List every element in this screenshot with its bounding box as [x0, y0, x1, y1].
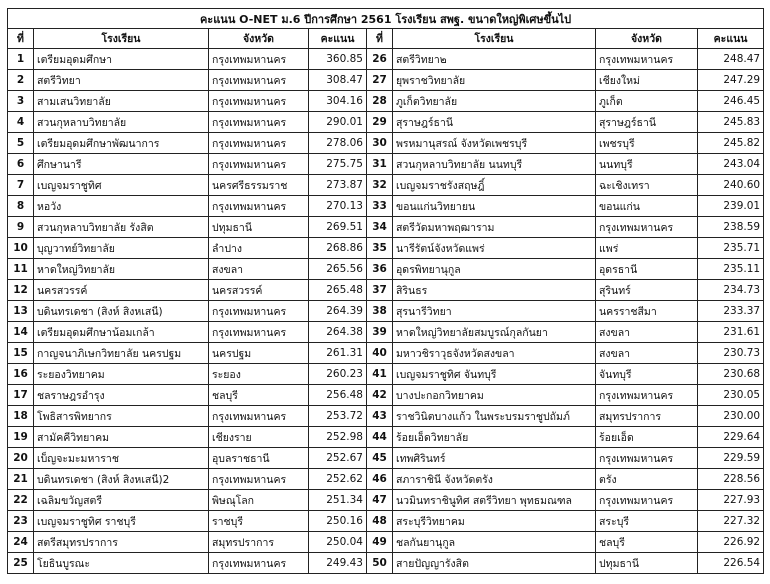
score-cell: 264.39 [309, 301, 367, 322]
province-cell: ปทุมธานี [596, 553, 698, 574]
school-cell: อุดรพิทยานุกูล [393, 259, 596, 280]
table-row [8, 469, 764, 490]
header-school: โรงเรียน [393, 29, 596, 49]
school-cell: เบ็ญจะมะมหาราช [34, 448, 209, 469]
school-cell: สิรินธร [393, 280, 596, 301]
school-cell: นารีรัตน์จังหวัดแพร่ [393, 238, 596, 259]
province-cell: สงขลา [596, 343, 698, 364]
rank-cell: 30 [367, 133, 393, 154]
score-cell: 249.43 [309, 553, 367, 574]
province-cell: ภูเก็ต [596, 91, 698, 112]
score-cell: 261.31 [309, 343, 367, 364]
score-cell: 264.38 [309, 322, 367, 343]
school-cell: เตรียมอุดมศึกษาน้อมเกล้า [34, 322, 209, 343]
score-cell: 226.92 [698, 532, 764, 553]
school-cell: กาญจนาภิเษกวิทยาลัย นครปฐม [34, 343, 209, 364]
score-cell: 269.51 [309, 217, 367, 238]
table-row [8, 70, 764, 91]
onet-ranking-sheet [7, 8, 763, 574]
score-cell: 243.04 [698, 154, 764, 175]
province-cell: ราชบุรี [209, 511, 309, 532]
table-row [8, 133, 764, 154]
rank-cell: 28 [367, 91, 393, 112]
score-cell: 275.75 [309, 154, 367, 175]
school-cell: บางปะกอกวิทยาคม [393, 385, 596, 406]
school-cell: เตรียมอุดมศึกษา [34, 49, 209, 70]
province-cell: ระยอง [209, 364, 309, 385]
province-cell: เพชรบุรี [596, 133, 698, 154]
school-cell: สามเสนวิทยาลัย [34, 91, 209, 112]
table-row [8, 154, 764, 175]
score-cell: 304.16 [309, 91, 367, 112]
ranking-table [7, 8, 764, 574]
table-body [8, 49, 764, 574]
province-cell: เชียงใหม่ [596, 70, 698, 91]
table-row [8, 301, 764, 322]
school-cell: โยธินบูรณะ [34, 553, 209, 574]
rank-cell: 18 [8, 406, 34, 427]
province-cell: ขอนแก่น [596, 196, 698, 217]
school-cell: สายปัญญารังสิต [393, 553, 596, 574]
rank-cell: 32 [367, 175, 393, 196]
header-score: คะแนน [309, 29, 367, 49]
table-row [8, 322, 764, 343]
school-cell: สตรีวิทยา๒ [393, 49, 596, 70]
province-cell: กรุงเทพมหานคร [209, 70, 309, 91]
rank-cell: 22 [8, 490, 34, 511]
province-cell: กรุงเทพมหานคร [596, 49, 698, 70]
province-cell: นนทบุรี [596, 154, 698, 175]
score-cell: 256.48 [309, 385, 367, 406]
rank-cell: 7 [8, 175, 34, 196]
province-cell: กรุงเทพมหานคร [596, 217, 698, 238]
score-cell: 234.73 [698, 280, 764, 301]
rank-cell: 48 [367, 511, 393, 532]
province-cell: กรุงเทพมหานคร [596, 385, 698, 406]
province-cell: อุดรธานี [596, 259, 698, 280]
score-cell: 248.47 [698, 49, 764, 70]
rank-cell: 33 [367, 196, 393, 217]
province-cell: ฉะเชิงเทรา [596, 175, 698, 196]
school-cell: สวนกุหลาบวิทยาลัย นนทบุรี [393, 154, 596, 175]
score-cell: 235.71 [698, 238, 764, 259]
province-cell: ชลบุรี [596, 532, 698, 553]
province-cell: จันทบุรี [596, 364, 698, 385]
school-cell: หอวัง [34, 196, 209, 217]
score-cell: 250.16 [309, 511, 367, 532]
score-cell: 231.61 [698, 322, 764, 343]
score-cell: 265.48 [309, 280, 367, 301]
table-row [8, 511, 764, 532]
score-cell: 240.60 [698, 175, 764, 196]
school-cell: สามัคคีวิทยาคม [34, 427, 209, 448]
province-cell: สุรินทร์ [596, 280, 698, 301]
rank-cell: 24 [8, 532, 34, 553]
province-cell: สงขลา [209, 259, 309, 280]
score-cell: 265.56 [309, 259, 367, 280]
school-cell: สวนกุหลาบวิทยาลัย รังสิต [34, 217, 209, 238]
score-cell: 252.67 [309, 448, 367, 469]
table-row [8, 490, 764, 511]
score-cell: 238.59 [698, 217, 764, 238]
score-cell: 251.34 [309, 490, 367, 511]
table-row [8, 532, 764, 553]
score-cell: 360.85 [309, 49, 367, 70]
school-cell: เตรียมอุดมศึกษาพัฒนาการ [34, 133, 209, 154]
rank-cell: 25 [8, 553, 34, 574]
rank-cell: 23 [8, 511, 34, 532]
rank-cell: 4 [8, 112, 34, 133]
province-cell: กรุงเทพมหานคร [209, 91, 309, 112]
rank-cell: 37 [367, 280, 393, 301]
province-cell: สงขลา [596, 322, 698, 343]
score-cell: 230.73 [698, 343, 764, 364]
rank-cell: 38 [367, 301, 393, 322]
score-cell: 229.64 [698, 427, 764, 448]
school-cell: เบญจมราชรังสฤษฎิ์ [393, 175, 596, 196]
school-cell: เทพศิรินทร์ [393, 448, 596, 469]
school-cell: นครสวรรค์ [34, 280, 209, 301]
rank-cell: 10 [8, 238, 34, 259]
rank-cell: 14 [8, 322, 34, 343]
score-cell: 270.13 [309, 196, 367, 217]
rank-cell: 47 [367, 490, 393, 511]
score-cell: 235.11 [698, 259, 764, 280]
rank-cell: 31 [367, 154, 393, 175]
school-cell: หาดใหญ่วิทยาลัยสมบูรณ์กุลกันยา [393, 322, 596, 343]
province-cell: กรุงเทพมหานคร [209, 469, 309, 490]
score-cell: 230.68 [698, 364, 764, 385]
score-cell: 250.04 [309, 532, 367, 553]
school-cell: สภาราชินี จังหวัดตรัง [393, 469, 596, 490]
rank-cell: 13 [8, 301, 34, 322]
province-cell: กรุงเทพมหานคร [209, 196, 309, 217]
school-cell: บดินทรเดชา (สิงห์ สิงหเสนี) [34, 301, 209, 322]
school-cell: สุรนารีวิทยา [393, 301, 596, 322]
table-row [8, 553, 764, 574]
table-row [8, 385, 764, 406]
school-cell: นวมินทราชินูทิศ สตรีวิทยา พุทธมณฑล [393, 490, 596, 511]
header-province: จังหวัด [209, 29, 309, 49]
table-row [8, 448, 764, 469]
rank-cell: 40 [367, 343, 393, 364]
school-cell: ภูเก็ตวิทยาลัย [393, 91, 596, 112]
rank-cell: 26 [367, 49, 393, 70]
school-cell: ชลกันยานุกูล [393, 532, 596, 553]
rank-cell: 29 [367, 112, 393, 133]
rank-cell: 6 [8, 154, 34, 175]
province-cell: อุบลราชธานี [209, 448, 309, 469]
school-cell: เบญจมราชูทิศ ราชบุรี [34, 511, 209, 532]
school-cell: ร้อยเอ็ดวิทยาลัย [393, 427, 596, 448]
rank-cell: 8 [8, 196, 34, 217]
province-cell: กรุงเทพมหานคร [209, 133, 309, 154]
header-no: ที่ [8, 29, 34, 49]
table-row [8, 259, 764, 280]
score-cell: 230.00 [698, 406, 764, 427]
school-cell: ชลราษฎรอำรุง [34, 385, 209, 406]
table-row [8, 217, 764, 238]
school-cell: สุราษฎร์ธานี [393, 112, 596, 133]
rank-cell: 42 [367, 385, 393, 406]
score-cell: 245.82 [698, 133, 764, 154]
province-cell: แพร่ [596, 238, 698, 259]
rank-cell: 50 [367, 553, 393, 574]
province-cell: สุราษฎร์ธานี [596, 112, 698, 133]
rank-cell: 21 [8, 469, 34, 490]
school-cell: สตรีสมุทรปราการ [34, 532, 209, 553]
school-cell: ราชวินิตบางแก้ว ในพระบรมราชูปถัมภ์ [393, 406, 596, 427]
school-cell: เบญจมราชูทิศ [34, 175, 209, 196]
province-cell: กรุงเทพมหานคร [209, 553, 309, 574]
score-cell: 253.72 [309, 406, 367, 427]
province-cell: เชียงราย [209, 427, 309, 448]
score-cell: 278.06 [309, 133, 367, 154]
province-cell: นครปฐม [209, 343, 309, 364]
score-cell: 229.59 [698, 448, 764, 469]
table-row [8, 196, 764, 217]
school-cell: โพธิสารพิทยากร [34, 406, 209, 427]
school-cell: ขอนแก่นวิทยายน [393, 196, 596, 217]
rank-cell: 27 [367, 70, 393, 91]
rank-cell: 17 [8, 385, 34, 406]
score-cell: 239.01 [698, 196, 764, 217]
rank-cell: 44 [367, 427, 393, 448]
score-cell: 252.98 [309, 427, 367, 448]
rank-cell: 16 [8, 364, 34, 385]
province-cell: นครศรีธรรมราช [209, 175, 309, 196]
score-cell: 227.32 [698, 511, 764, 532]
header-province: จังหวัด [596, 29, 698, 49]
school-cell: สวนกุหลาบวิทยาลัย [34, 112, 209, 133]
rank-cell: 43 [367, 406, 393, 427]
province-cell: สมุทรปราการ [209, 532, 309, 553]
school-cell: ระยองวิทยาคม [34, 364, 209, 385]
rank-cell: 45 [367, 448, 393, 469]
province-cell: ชลบุรี [209, 385, 309, 406]
school-cell: เบญจมราชูทิศ จันทบุรี [393, 364, 596, 385]
table-row [8, 91, 764, 112]
province-cell: กรุงเทพมหานคร [209, 301, 309, 322]
province-cell: ร้อยเอ็ด [596, 427, 698, 448]
header-score: คะแนน [698, 29, 764, 49]
score-cell: 290.01 [309, 112, 367, 133]
score-cell: 308.47 [309, 70, 367, 91]
province-cell: ลำปาง [209, 238, 309, 259]
school-cell: เฉลิมขวัญสตรี [34, 490, 209, 511]
score-cell: 233.37 [698, 301, 764, 322]
rank-cell: 9 [8, 217, 34, 238]
rank-cell: 36 [367, 259, 393, 280]
school-cell: บดินทรเดชา (สิงห์ สิงหเสนี)2 [34, 469, 209, 490]
table-row [8, 49, 764, 70]
score-cell: 260.23 [309, 364, 367, 385]
province-cell: นครสวรรค์ [209, 280, 309, 301]
table-row [8, 280, 764, 301]
score-cell: 228.56 [698, 469, 764, 490]
table-row [8, 343, 764, 364]
rank-cell: 35 [367, 238, 393, 259]
province-cell: ตรัง [596, 469, 698, 490]
rank-cell: 49 [367, 532, 393, 553]
school-cell: สระบุรีวิทยาคม [393, 511, 596, 532]
province-cell: กรุงเทพมหานคร [596, 448, 698, 469]
score-cell: 227.93 [698, 490, 764, 511]
score-cell: 268.86 [309, 238, 367, 259]
school-cell: สตรีวัดมหาพฤฒาราม [393, 217, 596, 238]
province-cell: สระบุรี [596, 511, 698, 532]
school-cell: หาดใหญ่วิทยาลัย [34, 259, 209, 280]
rank-cell: 19 [8, 427, 34, 448]
province-cell: กรุงเทพมหานคร [209, 406, 309, 427]
score-cell: 273.87 [309, 175, 367, 196]
rank-cell: 12 [8, 280, 34, 301]
province-cell: กรุงเทพมหานคร [209, 322, 309, 343]
school-cell: สตรีวิทยา [34, 70, 209, 91]
province-cell: ปทุมธานี [209, 217, 309, 238]
score-cell: 246.45 [698, 91, 764, 112]
rank-cell: 34 [367, 217, 393, 238]
province-cell: นครราชสีมา [596, 301, 698, 322]
score-cell: 252.62 [309, 469, 367, 490]
table-row [8, 406, 764, 427]
rank-cell: 46 [367, 469, 393, 490]
province-cell: กรุงเทพมหานคร [209, 49, 309, 70]
rank-cell: 11 [8, 259, 34, 280]
rank-cell: 3 [8, 91, 34, 112]
rank-cell: 1 [8, 49, 34, 70]
rank-cell: 39 [367, 322, 393, 343]
school-cell: พรหมานุสรณ์ จังหวัดเพชรบุรี [393, 133, 596, 154]
header-row [8, 29, 764, 49]
score-cell: 226.54 [698, 553, 764, 574]
header-no: ที่ [367, 29, 393, 49]
school-cell: ศึกษานารี [34, 154, 209, 175]
province-cell: กรุงเทพมหานคร [209, 112, 309, 133]
score-cell: 245.83 [698, 112, 764, 133]
table-row [8, 175, 764, 196]
rank-cell: 41 [367, 364, 393, 385]
table-row [8, 112, 764, 133]
school-cell: บุญวาทย์วิทยาลัย [34, 238, 209, 259]
rank-cell: 20 [8, 448, 34, 469]
table-row [8, 427, 764, 448]
province-cell: พิษณุโลก [209, 490, 309, 511]
province-cell: กรุงเทพมหานคร [596, 490, 698, 511]
school-cell: มหาวชิราวุธจังหวัดสงขลา [393, 343, 596, 364]
rank-cell: 5 [8, 133, 34, 154]
rank-cell: 2 [8, 70, 34, 91]
school-cell: ยุพราชวิทยาลัย [393, 70, 596, 91]
header-school: โรงเรียน [34, 29, 209, 49]
table-row [8, 238, 764, 259]
table-row [8, 364, 764, 385]
table-title: คะแนน O-NET ม.6 ปีการศึกษา 2561 โรงเรียน สพฐ. ขนาดใหญ่พิเศษขึ้นไป [8, 9, 764, 29]
province-cell: สมุทรปราการ [596, 406, 698, 427]
score-cell: 247.29 [698, 70, 764, 91]
province-cell: กรุงเทพมหานคร [209, 154, 309, 175]
rank-cell: 15 [8, 343, 34, 364]
score-cell: 230.05 [698, 385, 764, 406]
